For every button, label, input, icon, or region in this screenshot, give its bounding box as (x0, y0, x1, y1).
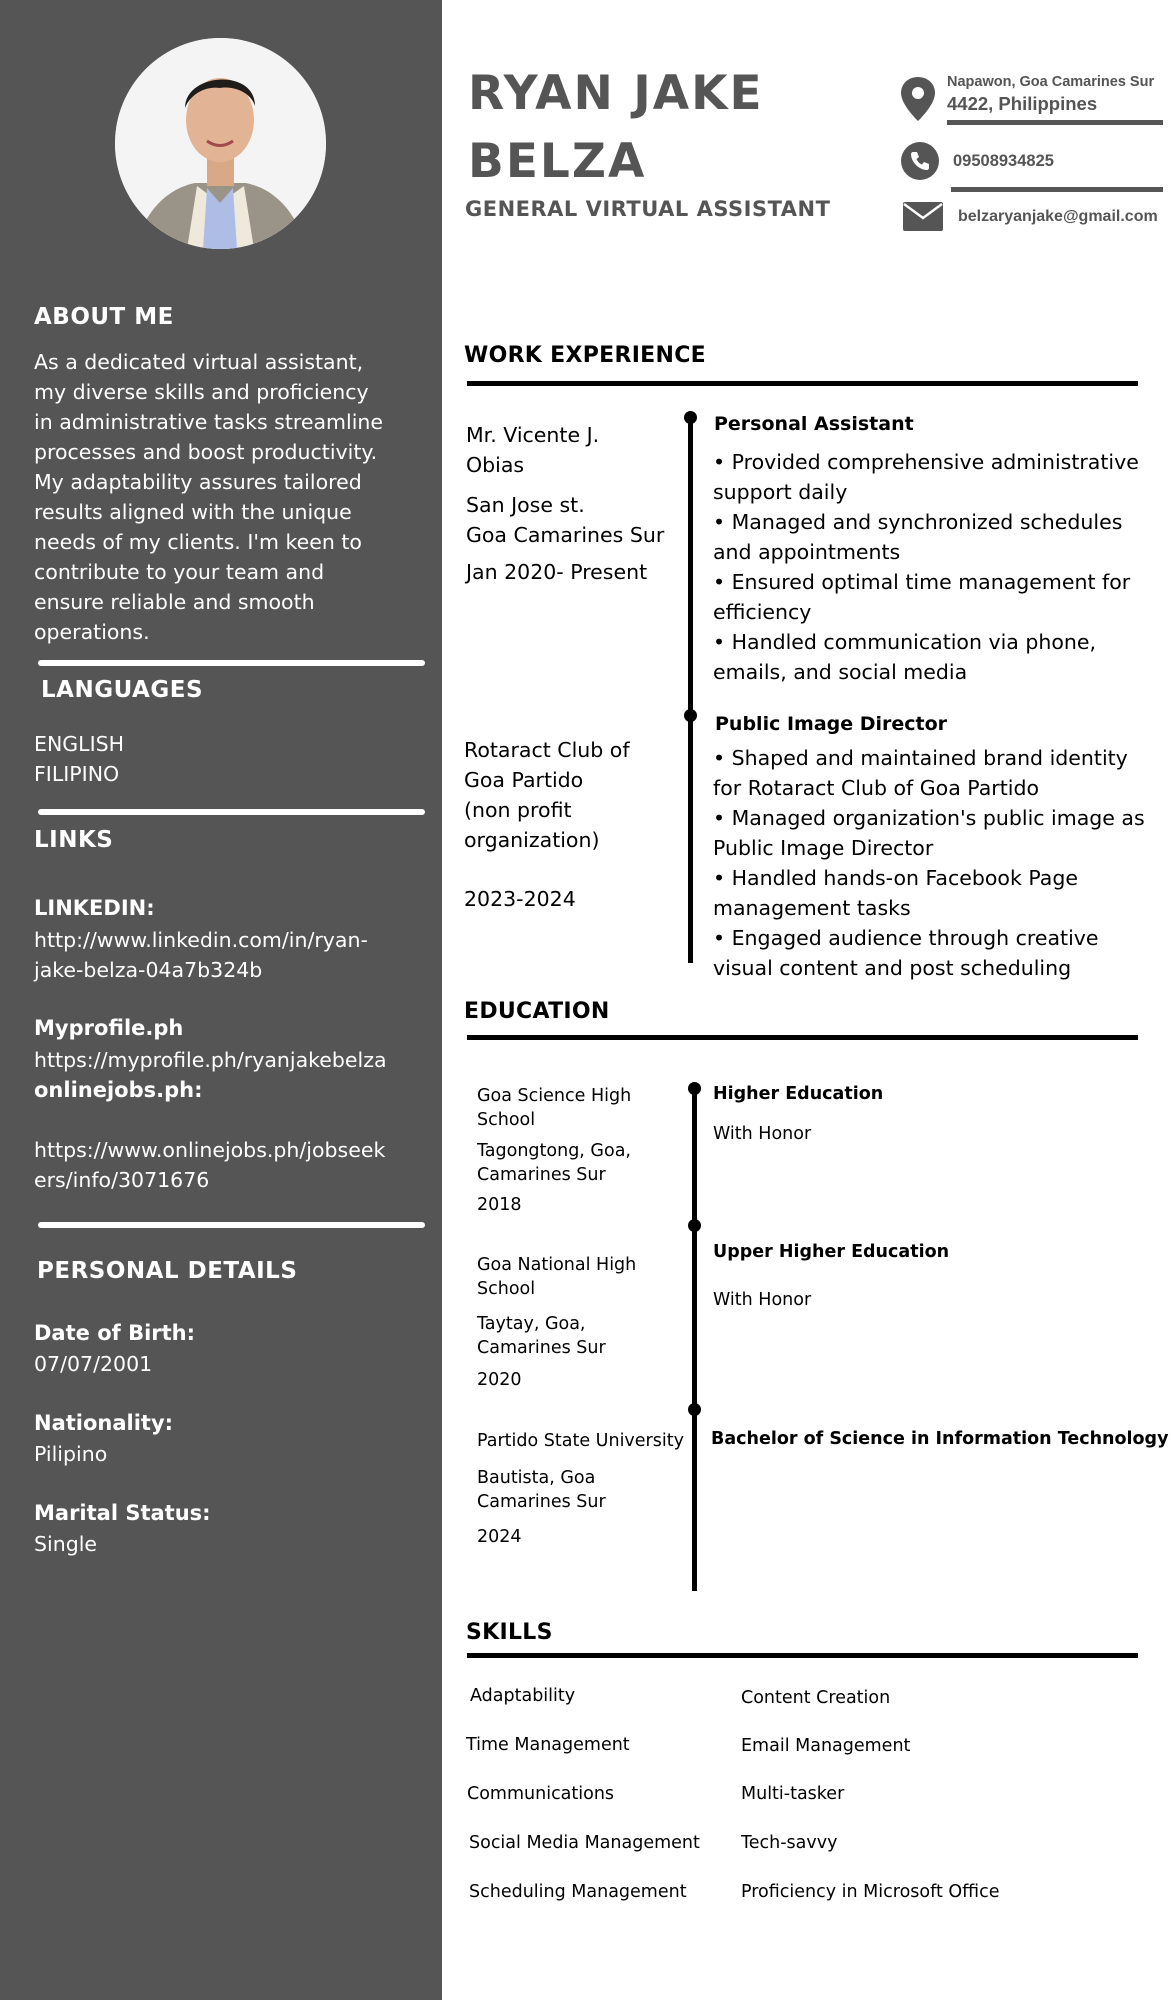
onlinejobs-link[interactable]: ers/info/3071676 (34, 1168, 210, 1192)
contact-divider (947, 120, 1163, 125)
about-line: my diverse skills and proficiency (34, 380, 369, 404)
about-line: operations. (34, 620, 150, 644)
job1-employer-line: Obias (466, 453, 525, 477)
name-line-2: BELZA (468, 134, 647, 189)
edu1-level: Higher Education (713, 1084, 884, 1104)
education-heading: EDUCATION (464, 999, 610, 1024)
about-text (34, 347, 383, 647)
job2-position: Public Image Director (715, 713, 948, 735)
duty-line: management tasks (713, 896, 911, 920)
skill-item: Time Management (466, 1735, 630, 1755)
timeline-dot (688, 1403, 701, 1416)
links-heading: LINKS (34, 827, 114, 853)
edu-location-line: Camarines Sur (477, 1338, 606, 1358)
profile-photo (115, 38, 326, 249)
nationality-value: Pilipino (34, 1442, 108, 1466)
skill-item: Tech-savvy (741, 1833, 838, 1853)
duty-line: • Shaped and maintained brand identity (713, 746, 1128, 770)
duty-line: • Managed organization's public image as (713, 806, 1145, 830)
edu-location-line: Bautista, Goa (477, 1468, 596, 1488)
edu2-year: 2020 (477, 1370, 522, 1390)
duty-line: • Engaged audience through creative (713, 926, 1099, 950)
edu3-level: Bachelor of Science in Information Technology (711, 1429, 1169, 1449)
duty-line: and appointments (713, 540, 901, 564)
phone-icon (901, 142, 939, 180)
job2-org-line: organization) (464, 828, 600, 852)
job2-organization (464, 735, 630, 855)
about-line: needs of my clients. I'm keen to (34, 530, 362, 554)
edu2-level: Upper Higher Education (713, 1242, 950, 1262)
skill-item: Email Management (741, 1736, 911, 1756)
about-heading: ABOUT ME (34, 304, 174, 330)
timeline-line (692, 1088, 697, 1591)
edu3-location (477, 1466, 606, 1514)
myprofile-link[interactable]: https://myprofile.ph/ryanjakebelza (34, 1048, 387, 1072)
job1-position: Personal Assistant (714, 413, 914, 435)
languages-heading: LANGUAGES (41, 677, 204, 703)
job1-employer-line: Mr. Vicente J. (466, 423, 600, 447)
duty-line: • Handled communication via phone, (713, 630, 1097, 654)
edu-location-line: Taytay, Goa, (477, 1314, 586, 1334)
about-line: As a dedicated virtual assistant, (34, 350, 364, 374)
personal-details-heading: PERSONAL DETAILS (37, 1258, 298, 1284)
job1-location (466, 490, 664, 550)
duty-line: Public Image Director (713, 836, 934, 860)
section-divider (467, 381, 1138, 386)
myprofile-label: Myprofile.ph (34, 1016, 184, 1040)
duty-line: • Managed and synchronized schedules (713, 510, 1123, 534)
duty-line: efficiency (713, 600, 812, 624)
edu1-location (477, 1139, 631, 1187)
timeline-line (688, 417, 693, 963)
edu1-honor: With Honor (713, 1124, 812, 1144)
envelope-icon (903, 202, 943, 231)
nationality-label: Nationality: (34, 1411, 174, 1435)
divider (38, 809, 425, 815)
language-item: FILIPINO (34, 762, 120, 786)
skill-item: Multi-tasker (741, 1784, 845, 1804)
job2-org-line: Goa Partido (464, 768, 584, 792)
job-title: GENERAL VIRTUAL ASSISTANT (465, 197, 831, 221)
job1-location-line: San Jose st. (466, 493, 585, 517)
location-pin-icon (901, 77, 935, 121)
timeline-dot (688, 1219, 701, 1232)
skill-item: Social Media Management (469, 1833, 700, 1853)
main-content (442, 0, 1171, 2000)
marital-value: Single (34, 1532, 98, 1556)
phone-number[interactable]: 09508934825 (953, 152, 1054, 170)
edu3-school: Partido State University (477, 1431, 684, 1451)
about-line: contribute to your team and (34, 560, 325, 584)
duty-line: • Provided comprehensive administrative (713, 450, 1139, 474)
dob-label: Date of Birth: (34, 1321, 196, 1345)
job2-dates: 2023-2024 (464, 887, 576, 911)
duty-line: support daily (713, 480, 848, 504)
skill-item: Adaptability (470, 1686, 576, 1706)
divider (38, 1222, 425, 1228)
duty-line: emails, and social media (713, 660, 968, 684)
about-line: in administrative tasks streamline (34, 410, 384, 434)
timeline-dot (688, 1082, 701, 1095)
duty-line: • Handled hands-on Facebook Page (713, 866, 1078, 890)
about-line: ensure reliable and smooth (34, 590, 315, 614)
onlinejobs-link[interactable]: https://www.onlinejobs.ph/jobseek (34, 1138, 386, 1162)
section-divider (467, 1653, 1138, 1658)
dob-value: 07/07/2001 (34, 1352, 153, 1376)
linkedin-link[interactable]: jake-belza-04a7b324b (34, 958, 263, 982)
edu-location-line: Camarines Sur (477, 1492, 606, 1512)
email-address[interactable]: belzaryanjake@gmail.com (958, 208, 1158, 225)
work-experience-heading: WORK EXPERIENCE (464, 343, 706, 368)
about-line: results aligned with the unique (34, 500, 352, 524)
job1-location-line: Goa Camarines Sur (466, 523, 665, 547)
edu2-honor: With Honor (713, 1290, 812, 1310)
job2-org-line: (non profit (464, 798, 572, 822)
skill-item: Proficiency in Microsoft Office (741, 1882, 1000, 1902)
language-item: ENGLISH (34, 732, 125, 756)
contact-divider (951, 187, 1163, 192)
skills-heading: SKILLS (466, 1620, 553, 1645)
skill-item: Scheduling Management (469, 1882, 687, 1902)
name-line-1: RYAN JAKE (468, 66, 764, 121)
address-line-1: Napawon, Goa Camarines Sur (947, 74, 1155, 90)
section-divider (467, 1035, 1138, 1040)
edu1-year: 2018 (477, 1195, 522, 1215)
job1-duties (713, 447, 1139, 687)
job2-org-line: Rotaract Club of (464, 738, 630, 762)
timeline-dot (684, 709, 697, 722)
duty-line: for Rotaract Club of Goa Partido (713, 776, 1040, 800)
divider (38, 660, 425, 666)
onlinejobs-label: onlinejobs.ph: (34, 1078, 203, 1102)
duty-line: • Ensured optimal time management for (713, 570, 1131, 594)
edu1-school (477, 1084, 631, 1132)
linkedin-link[interactable]: http://www.linkedin.com/in/ryan- (34, 928, 368, 952)
job1-dates: Jan 2020- Present (466, 560, 648, 584)
skill-item: Communications (467, 1784, 615, 1804)
edu-school-line: School (477, 1110, 536, 1130)
skill-item: Content Creation (741, 1688, 891, 1708)
edu2-location (477, 1312, 606, 1360)
linkedin-label: LINKEDIN: (34, 896, 155, 920)
edu2-school (477, 1253, 636, 1301)
edu-school-line: School (477, 1279, 536, 1299)
edu3-year: 2024 (477, 1527, 522, 1547)
edu-location-line: Tagongtong, Goa, (477, 1141, 631, 1161)
edu-school-line: Goa National High (477, 1255, 637, 1275)
job2-duties (713, 743, 1145, 983)
edu-school-line: Goa Science High (477, 1086, 632, 1106)
about-line: processes and boost productivity. (34, 440, 378, 464)
address-line-2: 4422, Philippines (947, 93, 1098, 114)
edu-location-line: Camarines Sur (477, 1165, 606, 1185)
sidebar (0, 0, 442, 2000)
about-line: My adaptability assures tailored (34, 470, 362, 494)
timeline-dot (684, 411, 697, 424)
duty-line: visual content and post scheduling (713, 956, 1072, 980)
job1-employer (466, 420, 599, 480)
marital-label: Marital Status: (34, 1501, 211, 1525)
